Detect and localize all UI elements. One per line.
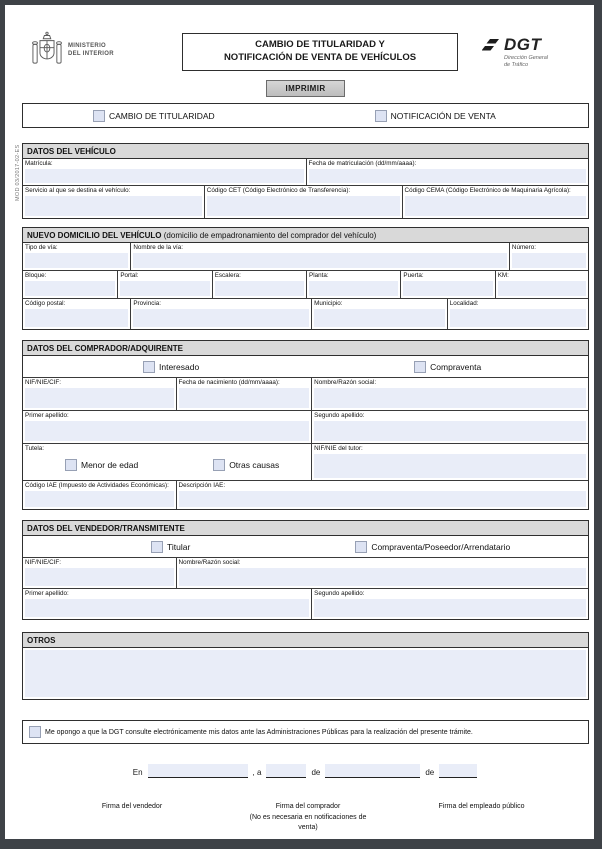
field-label: Bloque: (25, 272, 47, 279)
checkbox-icon[interactable] (93, 110, 105, 122)
section-header-comprador: DATOS DEL COMPRADOR/ADQUIRENTE (23, 341, 588, 356)
servicio-input[interactable] (25, 196, 202, 216)
escalera-input[interactable] (215, 281, 304, 296)
field-tipo-via (23, 243, 130, 270)
comprador-primer-apellido-input[interactable] (25, 421, 309, 441)
date-year-input[interactable] (439, 764, 477, 778)
section-datos-vehiculo (22, 143, 589, 219)
field-label: Segundo apellido: (314, 412, 365, 419)
field-nif-tutor (311, 444, 588, 480)
field-label: NIF/NIE del tutor: (314, 445, 363, 452)
field-comprador-segundo-apellido (311, 411, 588, 443)
field-localidad (447, 299, 588, 329)
field-matricula (23, 159, 306, 185)
field-comprador-nombre (311, 378, 588, 410)
date-word-a: , a (252, 768, 262, 777)
fecha-nacimiento-input[interactable] (179, 388, 310, 408)
field-comprador-primer-apellido (23, 411, 311, 443)
field-label: Código IAE (Impuesto de Actividades Económicas): (25, 482, 169, 489)
signature-comprador-label: Firma del comprador (No es necesaria en notificaciones de venta) (242, 802, 374, 834)
form-title-line2: NOTIFICACIÓN DE VENTA DE VEHÍCULOS (223, 51, 417, 63)
field-label: Nombre/Razón social: (178, 559, 241, 566)
otros-input[interactable] (25, 650, 586, 697)
checkbox-titular[interactable] (151, 541, 190, 553)
field-label: Código postal: (25, 300, 66, 307)
localidad-input[interactable] (450, 309, 586, 327)
dgt-logo (482, 35, 577, 69)
date-word-en: En (132, 768, 143, 777)
section-header-vendedor: DATOS DEL VENDEDOR/TRANSMITENTE (23, 521, 588, 536)
matricula-input[interactable] (25, 169, 304, 183)
signature-empleado-label: Firma del empleado público (438, 803, 525, 810)
form-model-code: MOD 03/2017-02-ES (15, 144, 21, 201)
section-datos-comprador (22, 340, 589, 510)
field-vendedor-primer-apellido (23, 589, 311, 619)
field-codigo-cet (204, 186, 402, 218)
codigo-postal-input[interactable] (25, 309, 128, 327)
form-page (5, 5, 594, 839)
print-button[interactable]: IMPRIMIR (266, 80, 344, 97)
vendedor-nif-input[interactable] (25, 568, 174, 586)
field-label: Primer apellido: (25, 590, 69, 597)
checkbox-label: Compraventa/Poseedor/Arrendatario (371, 541, 511, 552)
field-label: NIF/NIE/CIF: (25, 559, 62, 566)
field-portal (117, 271, 211, 298)
signature-comprador-note: (No es necesaria en notificaciones de venta) (249, 813, 367, 831)
field-label: Nombre de la vía: (133, 244, 184, 251)
field-fecha-nacimiento (176, 378, 312, 410)
field-label: Matrícula: (25, 160, 53, 167)
checkbox-label: Menor de edad (81, 459, 139, 470)
form-header (22, 31, 589, 73)
provincia-input[interactable] (133, 309, 309, 327)
signature-row (22, 802, 589, 834)
field-numero (509, 243, 588, 270)
spain-coat-of-arms-icon (32, 31, 62, 69)
section-otros (22, 632, 589, 700)
codigo-cema-input[interactable] (405, 196, 586, 216)
dgt-subtitle-line1: Dirección General (504, 55, 549, 61)
checkbox-otras-causas[interactable] (213, 459, 279, 471)
comprador-nombre-input[interactable] (314, 388, 586, 408)
comprador-nif-input[interactable] (25, 388, 174, 408)
form-title-line1: CAMBIO DE TITULARIDAD Y (255, 39, 385, 50)
dgt-subtitle-line2: de Tráfico (504, 62, 529, 69)
field-label: Tipo de vía: (25, 244, 58, 251)
puerta-input[interactable] (403, 281, 492, 296)
date-word-de1: de (311, 768, 321, 777)
field-label: Localidad: (449, 300, 479, 307)
checkbox-oposicion-consulta[interactable] (29, 726, 473, 738)
checkbox-icon[interactable] (355, 541, 367, 553)
field-label: Número: (511, 244, 537, 251)
field-vendedor-nif (23, 558, 176, 588)
checkbox-icon[interactable] (213, 459, 225, 471)
vendedor-primer-apellido-input[interactable] (25, 599, 309, 617)
checkbox-label: Otras causas (229, 459, 280, 470)
checkbox-label: Me opongo a que la DGT consulte electrónicamente mis datos ante las Administraciones Públicas para la realización del presente trámite. (45, 728, 473, 736)
field-label: KM: (497, 272, 509, 279)
tipo-via-input[interactable] (25, 253, 128, 268)
checkbox-label: CAMBIO DE TITULARIDAD (109, 110, 215, 121)
checkbox-icon[interactable] (414, 361, 426, 373)
field-fecha-matriculacion (306, 159, 589, 185)
field-puerta (400, 271, 494, 298)
date-word-de2: de (425, 768, 435, 777)
checkbox-icon[interactable] (65, 459, 77, 471)
field-label: Primer apellido: (25, 412, 69, 419)
bloque-input[interactable] (25, 281, 115, 296)
field-tutela (23, 444, 311, 480)
field-label: NIF/NIE/CIF: (25, 379, 62, 386)
vendedor-segundo-apellido-input[interactable] (314, 599, 586, 617)
field-label: Servicio al que se destina el vehículo: (25, 187, 131, 194)
portal-input[interactable] (120, 281, 209, 296)
ministry-block (32, 31, 182, 69)
municipio-input[interactable] (314, 309, 445, 327)
section-header-otros: OTROS (23, 633, 588, 648)
checkbox-interesado[interactable] (143, 361, 199, 373)
date-line (22, 764, 589, 778)
field-km (495, 271, 588, 298)
field-comprador-nif (23, 378, 176, 410)
checkbox-cambio-titularidad[interactable] (93, 110, 215, 122)
ministry-name-line2: DEL INTERIOR (68, 51, 114, 57)
vendedor-nombre-input[interactable] (179, 568, 586, 586)
checkbox-label: Compraventa (430, 361, 482, 372)
field-municipio (311, 299, 447, 329)
dgt-mark-icon (482, 36, 502, 54)
section-nuevo-domicilio (22, 227, 589, 330)
field-label: Fecha de matriculación (dd/mm/aaaa): (308, 160, 417, 167)
section-header-vehiculo: DATOS DEL VEHÍCULO (23, 144, 588, 159)
codigo-cet-input[interactable] (207, 196, 400, 216)
checkbox-label: Titular (167, 541, 191, 552)
comprador-segundo-apellido-input[interactable] (314, 421, 586, 441)
field-escalera (212, 271, 306, 298)
field-label: Segundo apellido: (314, 590, 365, 597)
field-label: Código CET (Código Electrónico de Transferencia): (206, 187, 351, 194)
field-label: Municipio: (314, 300, 343, 307)
signature-vendedor-label: Firma del vendedor (101, 803, 163, 810)
field-label: Planta: (309, 272, 329, 279)
date-place-input[interactable] (148, 764, 248, 778)
procedure-type-selector (22, 103, 589, 128)
codigo-iae-input[interactable] (25, 491, 174, 507)
field-label: Nombre/Razón social: (314, 379, 377, 386)
nif-tutor-input[interactable] (314, 454, 586, 478)
checkbox-compraventa-vendedor[interactable] (355, 541, 510, 553)
date-day-input[interactable] (266, 764, 306, 778)
section-header-domicilio: NUEVO DOMICILIO DEL VEHÍCULO (domicilio de empadronamiento del comprador del vehículo) (23, 228, 588, 243)
section-datos-vendedor (22, 520, 589, 620)
date-month-input[interactable] (325, 764, 420, 778)
field-label: Descripción IAE: (178, 482, 226, 489)
field-label: Tutela: (25, 445, 45, 452)
field-label: Portal: (120, 272, 139, 279)
consent-box (22, 720, 589, 744)
fecha-matriculacion-input[interactable] (309, 169, 587, 183)
form-title (182, 33, 458, 71)
field-vendedor-nombre (176, 558, 588, 588)
checkbox-icon[interactable] (29, 726, 41, 738)
planta-input[interactable] (309, 281, 398, 296)
checkbox-menor-edad[interactable] (65, 459, 138, 471)
field-label: Provincia: (133, 300, 161, 307)
field-provincia (130, 299, 311, 329)
nombre-via-input[interactable] (133, 253, 507, 268)
checkbox-icon[interactable] (375, 110, 387, 122)
field-label: Código CEMA (Código Electrónico de Maquinaria Agrícola): (404, 187, 571, 194)
checkbox-icon[interactable] (143, 361, 155, 373)
field-codigo-iae (23, 481, 176, 509)
field-label: Fecha de nacimiento (dd/mm/aaaa): (178, 379, 280, 386)
field-descripcion-iae (176, 481, 588, 509)
descripcion-iae-input[interactable] (179, 491, 586, 507)
checkbox-label: Interesado (159, 361, 200, 372)
dgt-acronym: DGT (504, 35, 542, 54)
field-servicio (23, 186, 204, 218)
checkbox-label: NOTIFICACIÓN DE VENTA (390, 110, 496, 121)
field-codigo-postal (23, 299, 130, 329)
field-codigo-cema (402, 186, 588, 218)
field-nombre-via (130, 243, 509, 270)
km-input[interactable] (498, 281, 586, 296)
field-label: Puerta: (403, 272, 424, 279)
checkbox-notificacion-venta[interactable] (375, 110, 496, 122)
ministry-name-line1: MINISTERIO (68, 42, 107, 49)
checkbox-icon[interactable] (151, 541, 163, 553)
field-bloque (23, 271, 117, 298)
field-planta (306, 271, 400, 298)
numero-input[interactable] (512, 253, 586, 268)
checkbox-compraventa-comprador[interactable] (414, 361, 481, 373)
field-label: Escalera: (214, 272, 241, 279)
field-vendedor-segundo-apellido (311, 589, 588, 619)
